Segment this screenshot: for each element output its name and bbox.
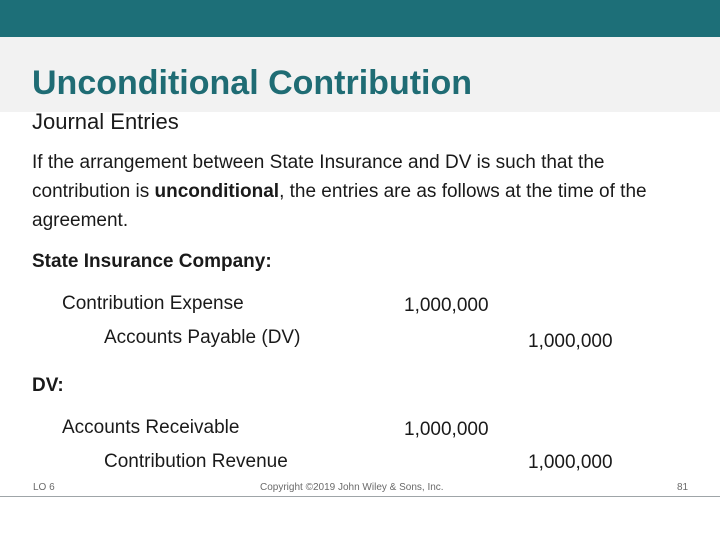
state-insurance-heading: State Insurance Company: [32, 251, 272, 272]
intro-text-end: , the entries are as follows at the time of the agreement. [32, 181, 647, 231]
intro-text-start: If the arrangement between State Insurance and DV is such that the contribution is [32, 152, 605, 202]
state-credit-account: Accounts Payable (DV) [104, 327, 301, 348]
intro-paragraph [32, 148, 692, 235]
dv-credit-amount: 1,000,000 [528, 452, 613, 473]
dv-credit-account: Contribution Revenue [104, 451, 288, 472]
state-credit-amount: 1,000,000 [528, 331, 613, 352]
slide-title: Unconditional Contribution [32, 64, 473, 102]
slide-subtitle: Journal Entries [32, 109, 179, 134]
state-debit-amount: 1,000,000 [404, 295, 489, 316]
top-accent-bar [0, 0, 720, 37]
dv-debit-account: Accounts Receivable [62, 417, 240, 438]
state-debit-account: Contribution Expense [62, 293, 244, 314]
copyright-notice: Copyright ©2019 John Wiley & Sons, Inc. [260, 482, 444, 493]
dv-debit-amount: 1,000,000 [404, 419, 489, 440]
footer-divider [0, 496, 720, 497]
page-number: 81 [677, 482, 689, 493]
learning-objective-tag: LO 6 [33, 482, 55, 493]
dv-heading: DV: [32, 375, 64, 396]
intro-emphasis: unconditional [154, 181, 280, 202]
